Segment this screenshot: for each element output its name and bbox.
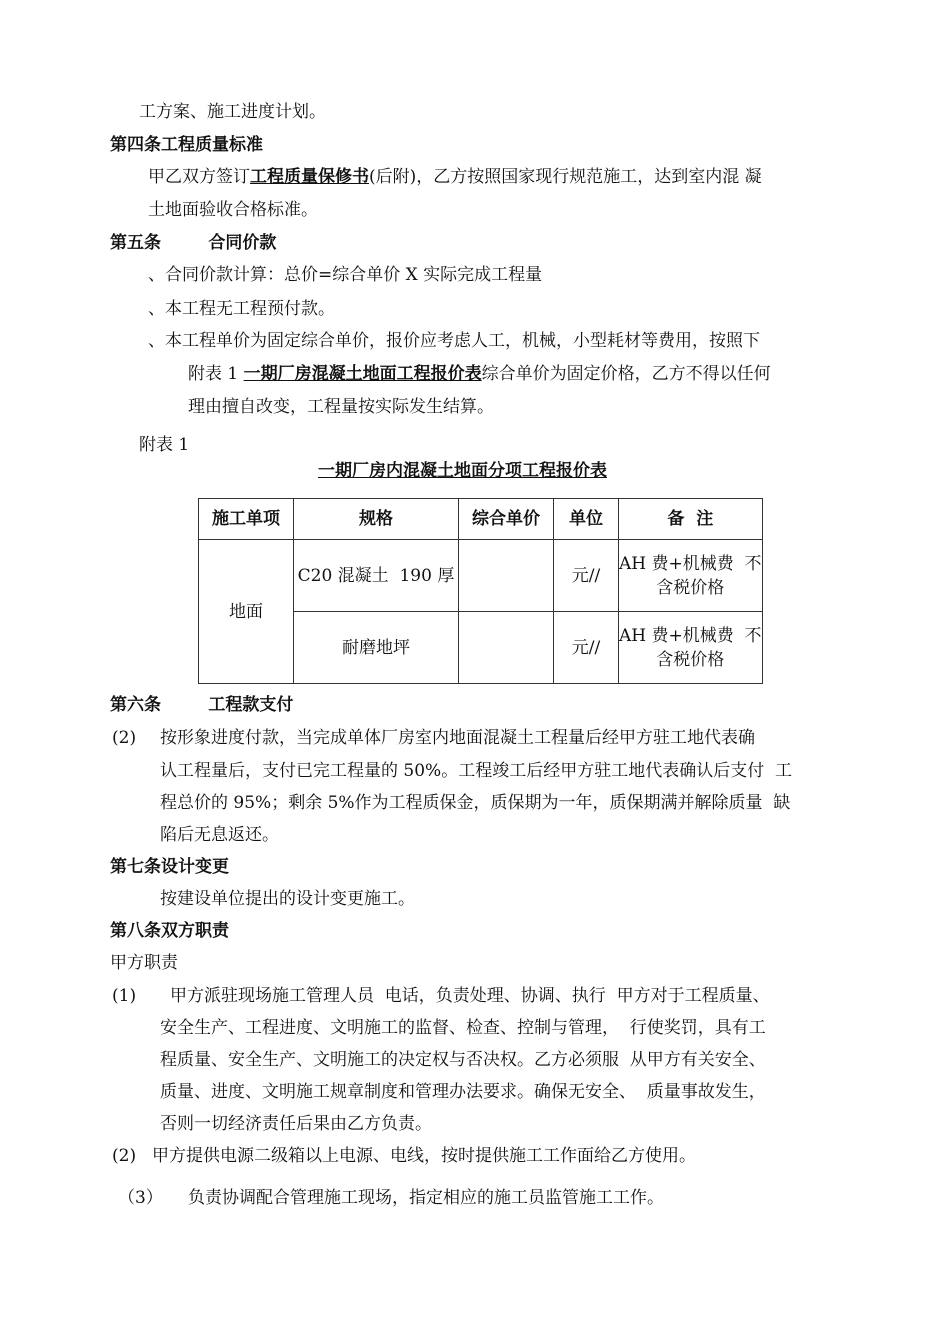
- price-cell: [459, 612, 554, 684]
- text-line: 理由擅自改变，工程量按实际发生结算。: [188, 397, 494, 417]
- spec-cell: 耐磨地坪: [294, 612, 459, 684]
- text-line: 质量、进度、文明施工规章制度和管理办法要求。确保无安全、 质量事故发生，: [160, 1082, 766, 1102]
- spec-cell: C20 混凝土 190 厚: [294, 540, 459, 612]
- price-cell: [459, 540, 554, 612]
- article-4-title: 第四条工程质量标准: [110, 135, 263, 155]
- price-table: [198, 498, 763, 684]
- subheading: 甲方职责: [110, 953, 178, 973]
- article-4-para: 甲乙双方签订工程质量保修书(后附)，乙方按照国家现行规范施工，达到室内混 凝: [148, 167, 762, 187]
- header-note: 备 注: [619, 499, 763, 540]
- list-number: （3）: [118, 1188, 163, 1208]
- text-line: 安全生产、工程进度、文明施工的监督、检查、控制与管理， 行使奖罚，具有工: [160, 1018, 766, 1038]
- table-header-row: [199, 499, 763, 540]
- text-line: 工方案、施工进度计划。: [139, 102, 326, 122]
- header-item: 施工单项: [199, 499, 294, 540]
- text-line: 否则一切经济责任后果由乙方负责。: [160, 1114, 432, 1134]
- text-line: 土地面验收合格标准。: [148, 200, 318, 220]
- list-number: (2): [112, 1146, 137, 1166]
- header-unit: 单位: [554, 499, 619, 540]
- text-line: 程质量、安全生产、文明施工的决定权与否决权。乙方必须服 从甲方有关安全、: [160, 1050, 766, 1070]
- list-number: (2): [112, 728, 137, 748]
- article-6-title: 第六条 工程款支付: [110, 695, 294, 715]
- text-line: 陷后无息返还。: [160, 825, 279, 845]
- article-5-item: 附表 1 一期厂房混凝土地面工程报价表综合单价为固定价格，乙方不得以任何: [188, 364, 771, 384]
- text-line: 认工程量后，支付已完工程量的 50%。工程竣工后经甲方驻工地代表确认后支付 工: [160, 761, 792, 781]
- header-price: 综合单价: [459, 499, 554, 540]
- text-line: 按形象进度付款，当完成单体厂房室内地面混凝土工程量后经甲方驻工地代表确: [160, 728, 755, 748]
- text-line: 负责协调配合管理施工现场，指定相应的施工员监管施工工作。: [188, 1188, 664, 1208]
- article-5-item: 、合同价款计算：总价=综合单价 X 实际完成工程量: [148, 265, 543, 285]
- article-8-title: 第八条双方职责: [110, 921, 229, 941]
- price-table-link[interactable]: 一期厂房混凝土地面工程报价表: [243, 364, 482, 384]
- table-row: [199, 540, 763, 612]
- text-line: 甲方提供电源二级箱以上电源、电线，按时提供施工工作面给乙方使用。: [152, 1146, 696, 1166]
- article-5-item: 、本工程单价为固定综合单价，报价应考虑人工，机械，小型耗材等费用，按照下: [148, 331, 760, 351]
- unit-cell: 元//: [554, 540, 619, 612]
- warranty-link[interactable]: 工程质量保修书: [250, 167, 369, 187]
- group-cell: 地面: [199, 540, 294, 684]
- article-5-title: 第五条 合同价款: [110, 233, 277, 253]
- header-spec: 规格: [294, 499, 459, 540]
- article-5-item: 、本工程无工程预付款。: [148, 299, 335, 319]
- text-line: 程总价的 95%；剩余 5%作为工程质保金，质保期为一年，质保期满并解除质量 缺: [160, 793, 791, 813]
- text-line: 甲方派驻现场施工管理人员 电话，负责处理、协调、执行 甲方对于工程质量、: [170, 986, 770, 1006]
- table-title: 一期厂房内混凝土地面分项工程报价表: [318, 461, 607, 481]
- note-cell: AH 费+机械费 不 含税价格: [619, 540, 763, 612]
- text-line: 按建设单位提出的设计变更施工。: [160, 889, 415, 909]
- note-cell: AH 费+机械费 不 含税价格: [619, 612, 763, 684]
- annex-label: 附表 1: [139, 435, 190, 455]
- unit-cell: 元//: [554, 612, 619, 684]
- article-7-title: 第七条设计变更: [110, 857, 229, 877]
- list-number: (1): [112, 986, 137, 1006]
